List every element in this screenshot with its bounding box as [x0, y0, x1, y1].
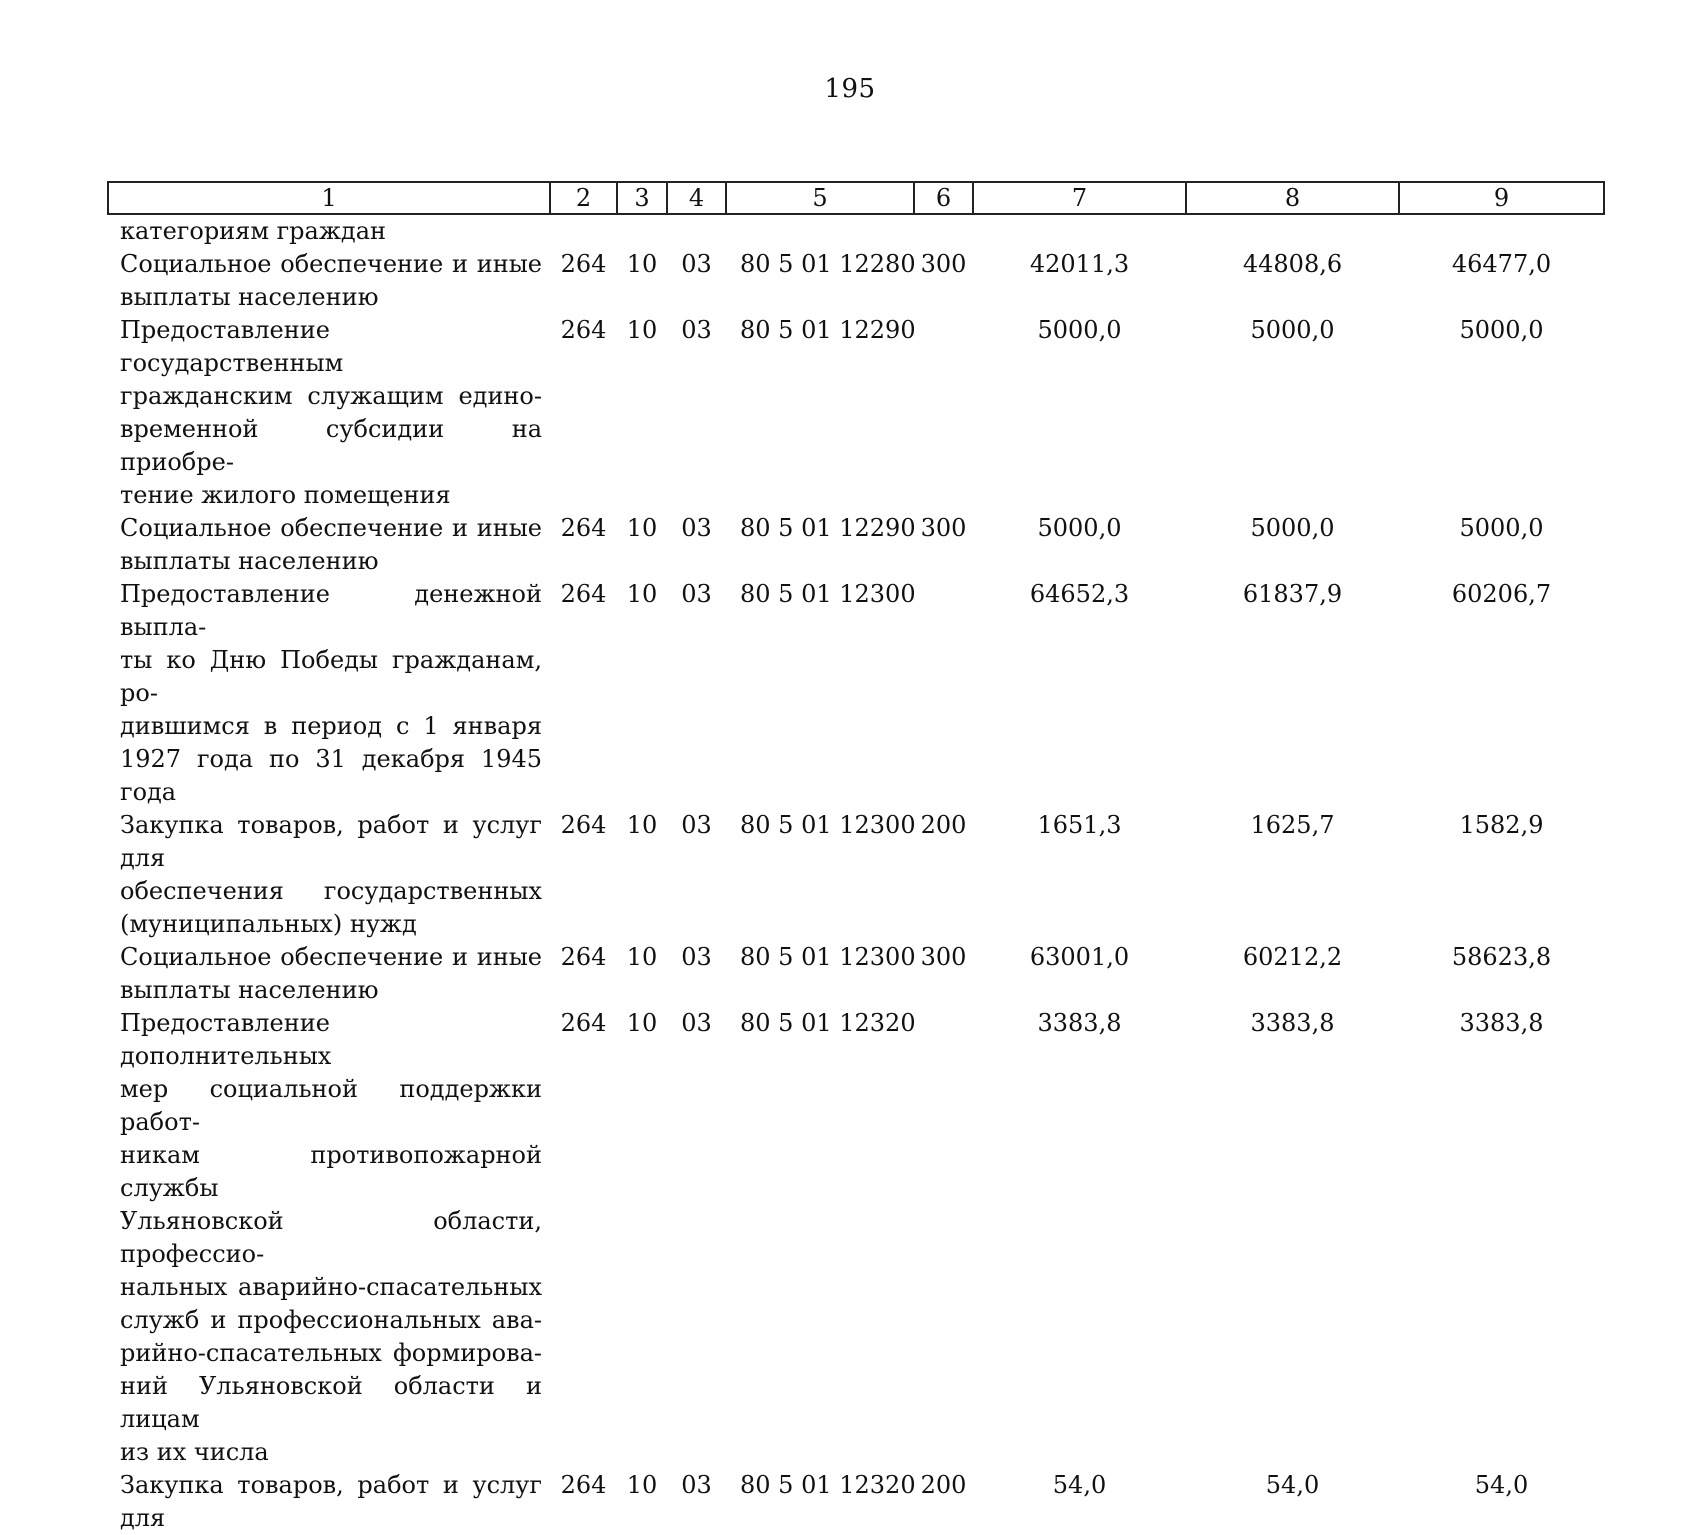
row-description	[108, 941, 550, 1007]
subsection-code-cell	[667, 214, 726, 248]
table-body	[108, 214, 1604, 1535]
description-line: выплаты населению	[120, 976, 379, 1004]
column-header: 5	[726, 182, 914, 214]
amount-col9-cell: 58623,8	[1451, 943, 1552, 971]
description-line: Закупка товаров, работ и услуг для	[120, 811, 542, 872]
amount-col7-cell: 54,0	[1052, 1471, 1107, 1499]
description-line: Предоставление денежной выпла-	[120, 580, 542, 641]
amount-col7-cell: 5000,0	[1037, 514, 1122, 542]
column-header: 7	[973, 182, 1186, 214]
amount-col9-cell: 3383,8	[1459, 1009, 1544, 1037]
amount-col8-cell: 60212,2	[1242, 943, 1343, 971]
target-article-cell: 80 5 01 12290	[740, 514, 916, 542]
subsection-code-cell: 03	[681, 1471, 712, 1499]
subsection-code-cell: 03	[681, 943, 712, 971]
expense-type-cell	[914, 1007, 973, 1469]
description-line: обеспечения государственных	[120, 877, 542, 905]
ministry-code-cell: 264	[560, 514, 607, 542]
description-line: мер социальной поддержки работ-	[120, 1075, 542, 1136]
target-article-cell: 80 5 01 12290	[740, 316, 916, 344]
section-code-cell	[617, 214, 667, 248]
subsection-code-cell: 03	[681, 316, 712, 344]
row-description	[108, 512, 550, 578]
column-header: 4	[667, 182, 726, 214]
table-row	[108, 248, 1604, 314]
page-number: 195	[824, 74, 876, 104]
description-line: Предоставление государственным	[120, 316, 344, 377]
amount-col7-cell: 5000,0	[1037, 316, 1122, 344]
target-article-cell	[726, 214, 914, 248]
description-line: категориям граждан	[120, 217, 387, 245]
amount-col7-cell: 64652,3	[1029, 580, 1130, 608]
amount-col8-cell: 5000,0	[1250, 316, 1335, 344]
target-article-cell: 80 5 01 12280	[740, 250, 916, 278]
target-article-cell: 80 5 01 12300	[740, 580, 916, 608]
description-line: временной субсидии на приобре-	[120, 415, 542, 476]
description-line: выплаты населению	[120, 283, 379, 311]
description-line: никам противопожарной службы	[120, 1141, 542, 1202]
subsection-code-cell: 03	[681, 811, 712, 839]
column-header: 1	[108, 182, 550, 214]
expense-type-cell: 300	[920, 514, 967, 542]
description-line: нальных аварийно-спасательных	[120, 1273, 542, 1301]
description-line: из их числа	[120, 1438, 269, 1466]
ministry-code-cell: 264	[560, 580, 607, 608]
table-row	[108, 1007, 1604, 1469]
amount-col8-cell: 5000,0	[1250, 514, 1335, 542]
amount-col8-cell: 61837,9	[1242, 580, 1343, 608]
amount-col7-cell: 63001,0	[1029, 943, 1130, 971]
amount-col9-cell: 5000,0	[1459, 514, 1544, 542]
target-article-cell: 80 5 01 12320	[740, 1471, 916, 1499]
amount-col8-cell: 54,0	[1265, 1471, 1320, 1499]
row-description	[108, 214, 550, 248]
description-line: Социальное обеспечение и иные	[120, 514, 542, 542]
section-code-cell: 10	[626, 1009, 658, 1037]
description-line: дившимся в период с 1 января	[120, 712, 542, 740]
subsection-code-cell: 03	[681, 514, 712, 542]
target-article-cell: 80 5 01 12300	[740, 943, 916, 971]
expense-type-cell: 200	[920, 1471, 967, 1499]
row-description	[108, 809, 550, 941]
target-article-cell: 80 5 01 12320	[740, 1009, 916, 1037]
description-line: Предоставление дополнительных	[120, 1009, 332, 1070]
target-article-cell: 80 5 01 12300	[740, 811, 916, 839]
amount-col9-cell: 60206,7	[1451, 580, 1552, 608]
section-code-cell: 10	[626, 1471, 658, 1499]
amount-col8-cell	[1186, 214, 1399, 248]
section-code-cell: 10	[626, 943, 658, 971]
table-row	[108, 578, 1604, 809]
section-code-cell: 10	[626, 580, 658, 608]
section-code-cell: 10	[626, 250, 658, 278]
ministry-code-cell: 264	[560, 316, 607, 344]
amount-col7-cell: 42011,3	[1029, 250, 1130, 278]
description-line: тение жилого помещения	[120, 481, 451, 509]
subsection-code-cell: 03	[681, 1009, 712, 1037]
amount-col7-cell: 3383,8	[1037, 1009, 1122, 1037]
subsection-code-cell: 03	[681, 250, 712, 278]
amount-col9-cell: 1582,9	[1459, 811, 1544, 839]
table-row	[108, 941, 1604, 1007]
budget-table	[107, 181, 1605, 1535]
table-row	[108, 1469, 1604, 1535]
row-description	[108, 248, 550, 314]
description-line: (муниципальных) нужд	[120, 910, 417, 938]
amount-col9-cell: 5000,0	[1459, 316, 1544, 344]
amount-col8-cell: 3383,8	[1250, 1009, 1335, 1037]
table-row	[108, 512, 1604, 578]
column-header: 8	[1186, 182, 1399, 214]
expense-type-cell	[914, 578, 973, 809]
row-description	[108, 1469, 550, 1535]
description-line: Закупка товаров, работ и услуг для	[120, 1471, 542, 1532]
ministry-code-cell: 264	[560, 1471, 607, 1499]
column-header: 9	[1399, 182, 1604, 214]
amount-col9-cell: 54,0	[1474, 1471, 1529, 1499]
amount-col8-cell: 44808,6	[1242, 250, 1343, 278]
row-description	[108, 1007, 550, 1469]
ministry-code-cell: 264	[560, 1009, 607, 1037]
amount-col7-cell	[973, 214, 1186, 248]
expense-type-cell: 300	[920, 943, 967, 971]
row-description	[108, 578, 550, 809]
description-line: ты ко Дню Победы гражданам, ро-	[120, 646, 542, 707]
description-line: Социальное обеспечение и иные	[120, 250, 542, 278]
description-line: Социальное обеспечение и иные	[120, 943, 542, 971]
table-row	[108, 214, 1604, 248]
ministry-code-cell: 264	[560, 943, 607, 971]
expense-type-cell: 200	[920, 811, 967, 839]
description-line: рийно-спасательных формирова-	[120, 1339, 542, 1367]
table-row	[108, 314, 1604, 512]
section-code-cell: 10	[626, 316, 658, 344]
description-line: выплаты населению	[120, 547, 379, 575]
expense-type-cell	[914, 214, 973, 248]
amount-col7-cell: 1651,3	[1037, 811, 1122, 839]
column-header: 2	[550, 182, 617, 214]
section-code-cell: 10	[626, 514, 658, 542]
amount-col8-cell: 1625,7	[1250, 811, 1335, 839]
ministry-code-cell: 264	[560, 811, 607, 839]
ministry-code-cell: 264	[560, 250, 607, 278]
column-header: 6	[914, 182, 973, 214]
expense-type-cell	[914, 314, 973, 512]
description-line: 1927 года по 31 декабря 1945 года	[120, 745, 542, 806]
amount-col9-cell	[1399, 214, 1604, 248]
column-header: 3	[617, 182, 667, 214]
subsection-code-cell: 03	[681, 580, 712, 608]
description-line: служб и профессиональных ава-	[120, 1306, 542, 1334]
expense-type-cell: 300	[920, 250, 967, 278]
row-description	[108, 314, 550, 512]
description-line: ний Ульяновской области и лицам	[120, 1372, 542, 1433]
ministry-code-cell	[550, 214, 617, 248]
section-code-cell: 10	[626, 811, 658, 839]
amount-col9-cell: 46477,0	[1451, 250, 1552, 278]
column-number-header-row	[108, 182, 1604, 214]
description-line: гражданским служащим едино-	[120, 382, 542, 410]
description-line: Ульяновской области, профессио-	[120, 1207, 542, 1268]
table-row	[108, 809, 1604, 941]
